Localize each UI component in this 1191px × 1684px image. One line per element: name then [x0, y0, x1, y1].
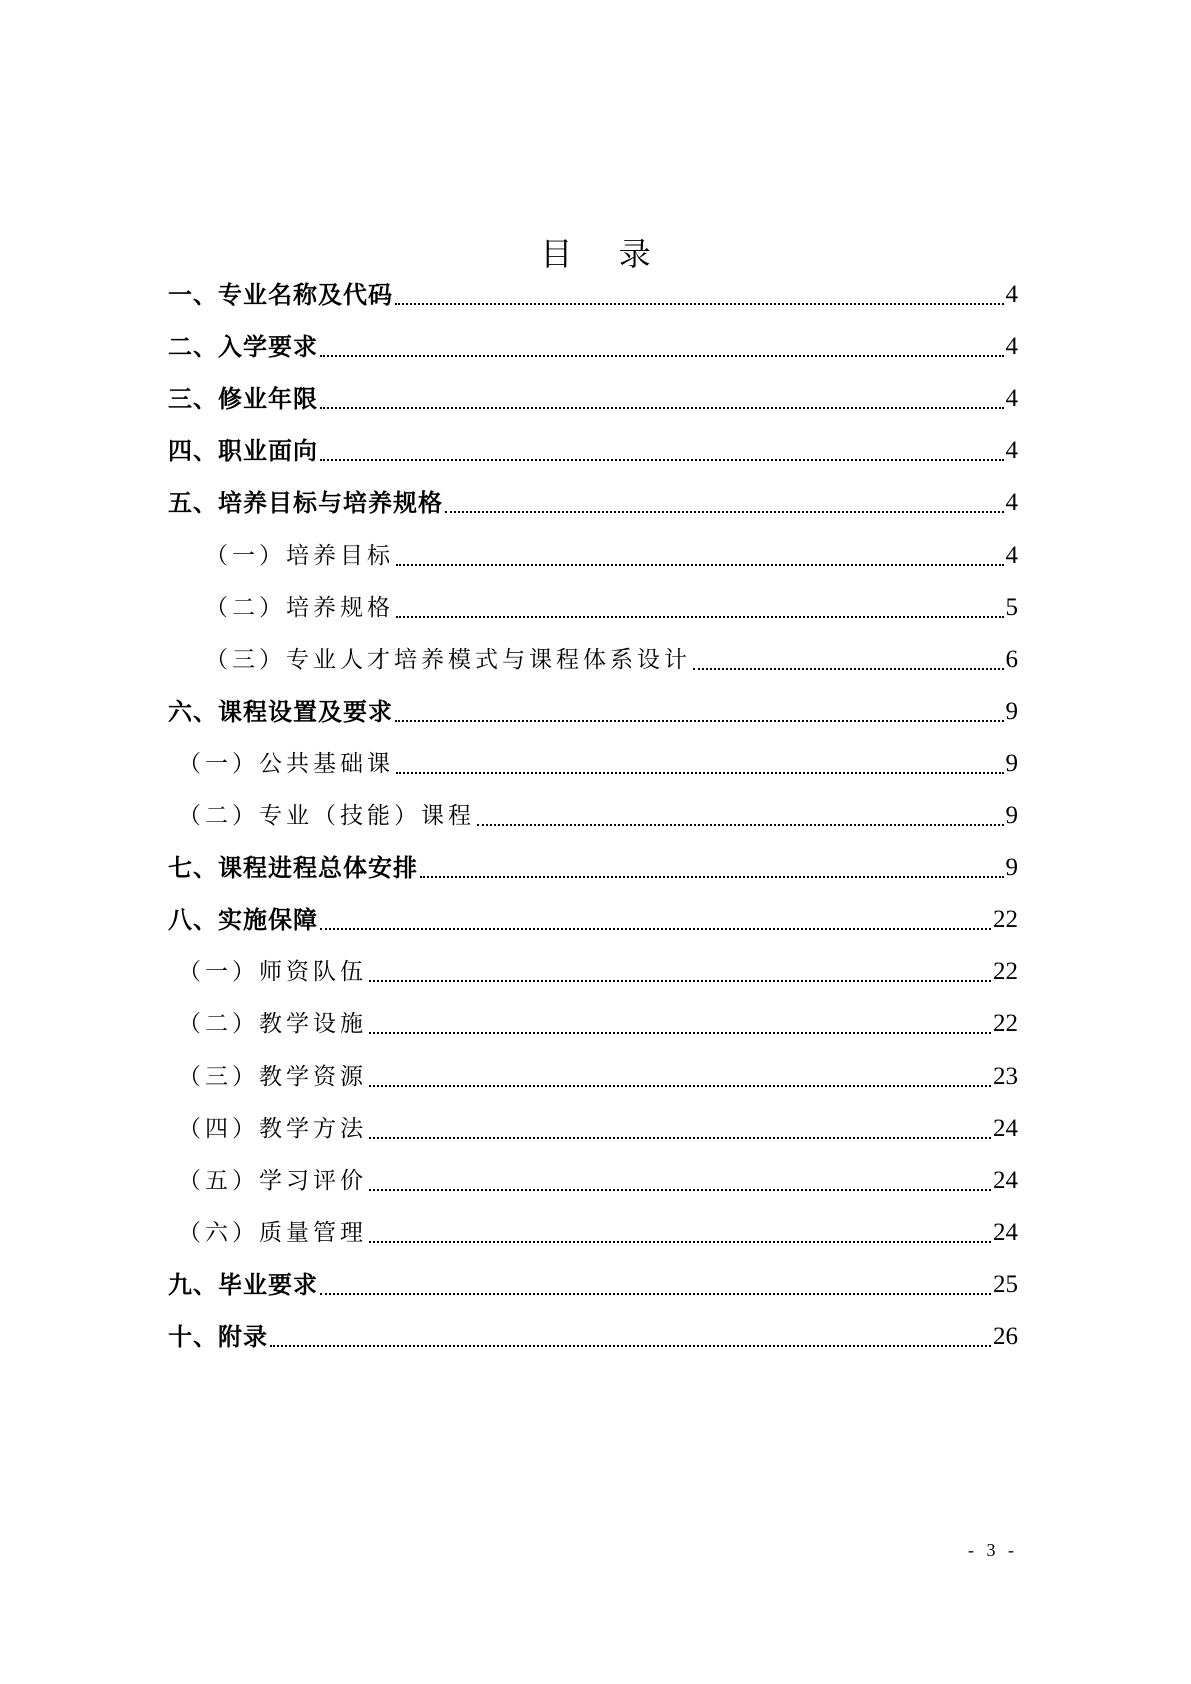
toc-leader	[369, 1137, 991, 1139]
toc-entry[interactable]	[178, 1004, 1018, 1044]
toc-leader	[477, 824, 1004, 826]
toc-entry[interactable]	[205, 536, 1018, 576]
toc-leader	[395, 303, 1004, 305]
toc-entry-page: 24	[993, 1166, 1018, 1194]
toc-entry[interactable]	[178, 1057, 1018, 1097]
toc-entry[interactable]	[168, 848, 1018, 888]
toc-entry-label: （二）专业（技能）课程	[178, 803, 475, 829]
toc-entry-page: 26	[993, 1323, 1018, 1350]
toc-entry-page: 4	[1005, 541, 1018, 569]
toc-entry[interactable]	[168, 327, 1018, 367]
toc-leader	[369, 980, 991, 982]
toc-entry-page: 9	[1005, 854, 1018, 882]
toc-entry-page: 22	[993, 958, 1018, 986]
toc-entry-label: （五）学习评价	[178, 1167, 367, 1194]
toc-entry-page: 24	[993, 1114, 1018, 1142]
toc-entry-label: 十、附录	[168, 1323, 268, 1351]
toc-entry-page: 24	[993, 1218, 1018, 1246]
toc-title: 目 录	[540, 235, 669, 273]
toc-entry-label: 九、毕业要求	[168, 1270, 318, 1299]
toc-entry-label: （二）教学设施	[178, 1011, 367, 1038]
toc-leader	[369, 1241, 991, 1243]
toc-entry[interactable]	[168, 275, 1018, 315]
toc-leader	[270, 1345, 991, 1347]
toc-entry-label: 八、实施保障	[168, 906, 318, 935]
toc-entry-label: （二）培养规格	[205, 594, 394, 621]
toc-entry[interactable]	[178, 1161, 1018, 1201]
toc-leader	[693, 668, 1004, 670]
page-number-footer: - 3 -	[968, 1540, 1018, 1560]
toc-entry[interactable]	[168, 1317, 1018, 1357]
toc-entry-label: （一）培养目标	[205, 542, 394, 569]
toc-entry-page: 4	[1005, 489, 1018, 517]
toc-entry[interactable]	[178, 1109, 1018, 1149]
toc-entry[interactable]	[205, 640, 1018, 680]
toc-entry-label: （三）专业人才培养模式与课程体系设计	[205, 646, 691, 673]
toc-entry-label: （四）教学方法	[178, 1115, 367, 1142]
toc-entry-label: 二、入学要求	[168, 333, 318, 362]
toc-entry-label: 三、修业年限	[168, 385, 318, 414]
toc-leader	[396, 616, 1004, 618]
toc-leader	[396, 772, 1004, 774]
toc-leader	[320, 407, 1004, 409]
toc-entry[interactable]	[178, 744, 1018, 784]
toc-entry-label: 五、培养目标与培养规格	[168, 489, 443, 518]
toc-entry-label: （三）教学资源	[178, 1063, 367, 1090]
toc-entry-page: 4	[1005, 281, 1018, 308]
toc-leader	[320, 1293, 991, 1295]
toc-entry-page: 4	[1005, 333, 1018, 361]
toc-entry[interactable]	[178, 796, 1018, 836]
toc-entry-page: 22	[993, 906, 1018, 934]
toc-leader	[369, 1032, 991, 1034]
toc-leader	[420, 876, 1004, 878]
toc-leader	[369, 1085, 991, 1087]
toc-entry[interactable]	[168, 1265, 1018, 1305]
toc-entry-label: 一、专业名称及代码	[168, 281, 393, 309]
toc-entry[interactable]	[168, 692, 1018, 732]
toc-entry[interactable]	[168, 379, 1018, 419]
toc-leader	[396, 564, 1004, 566]
toc-entry-page: 4	[1005, 385, 1018, 413]
toc-leader	[320, 928, 991, 930]
toc-leader	[320, 459, 1004, 461]
toc-entry-page: 9	[1005, 697, 1018, 725]
toc-entry[interactable]	[168, 483, 1018, 523]
toc-entry-page: 9	[1005, 749, 1018, 777]
toc-entry-page: 22	[993, 1010, 1018, 1038]
toc-leader	[395, 720, 1004, 722]
toc-entry-page: 23	[993, 1062, 1018, 1090]
toc-leader	[369, 1189, 991, 1191]
toc-entry[interactable]	[168, 431, 1018, 471]
toc-entry-page: 9	[1005, 802, 1018, 829]
toc-entry-page: 6	[1005, 645, 1018, 673]
toc-entry-page: 4	[1005, 437, 1018, 465]
toc-entry-label: 四、职业面向	[168, 437, 318, 466]
toc-entry[interactable]	[178, 952, 1018, 992]
toc-entry-label: 七、课程进程总体安排	[168, 854, 418, 883]
toc-entry-page: 25	[993, 1270, 1018, 1298]
toc-entry-page: 5	[1005, 593, 1018, 621]
toc-entry[interactable]	[178, 1213, 1018, 1253]
toc-entry-label: （一）公共基础课	[178, 750, 394, 777]
toc-entry[interactable]	[205, 588, 1018, 628]
toc-entry[interactable]	[168, 900, 1018, 940]
toc-entry-label: 六、课程设置及要求	[168, 697, 393, 726]
toc-entry-label: （六）质量管理	[178, 1219, 367, 1246]
toc-leader	[445, 511, 1004, 513]
toc-entry-label: （一）师资队伍	[178, 959, 367, 986]
toc-leader	[320, 355, 1004, 357]
